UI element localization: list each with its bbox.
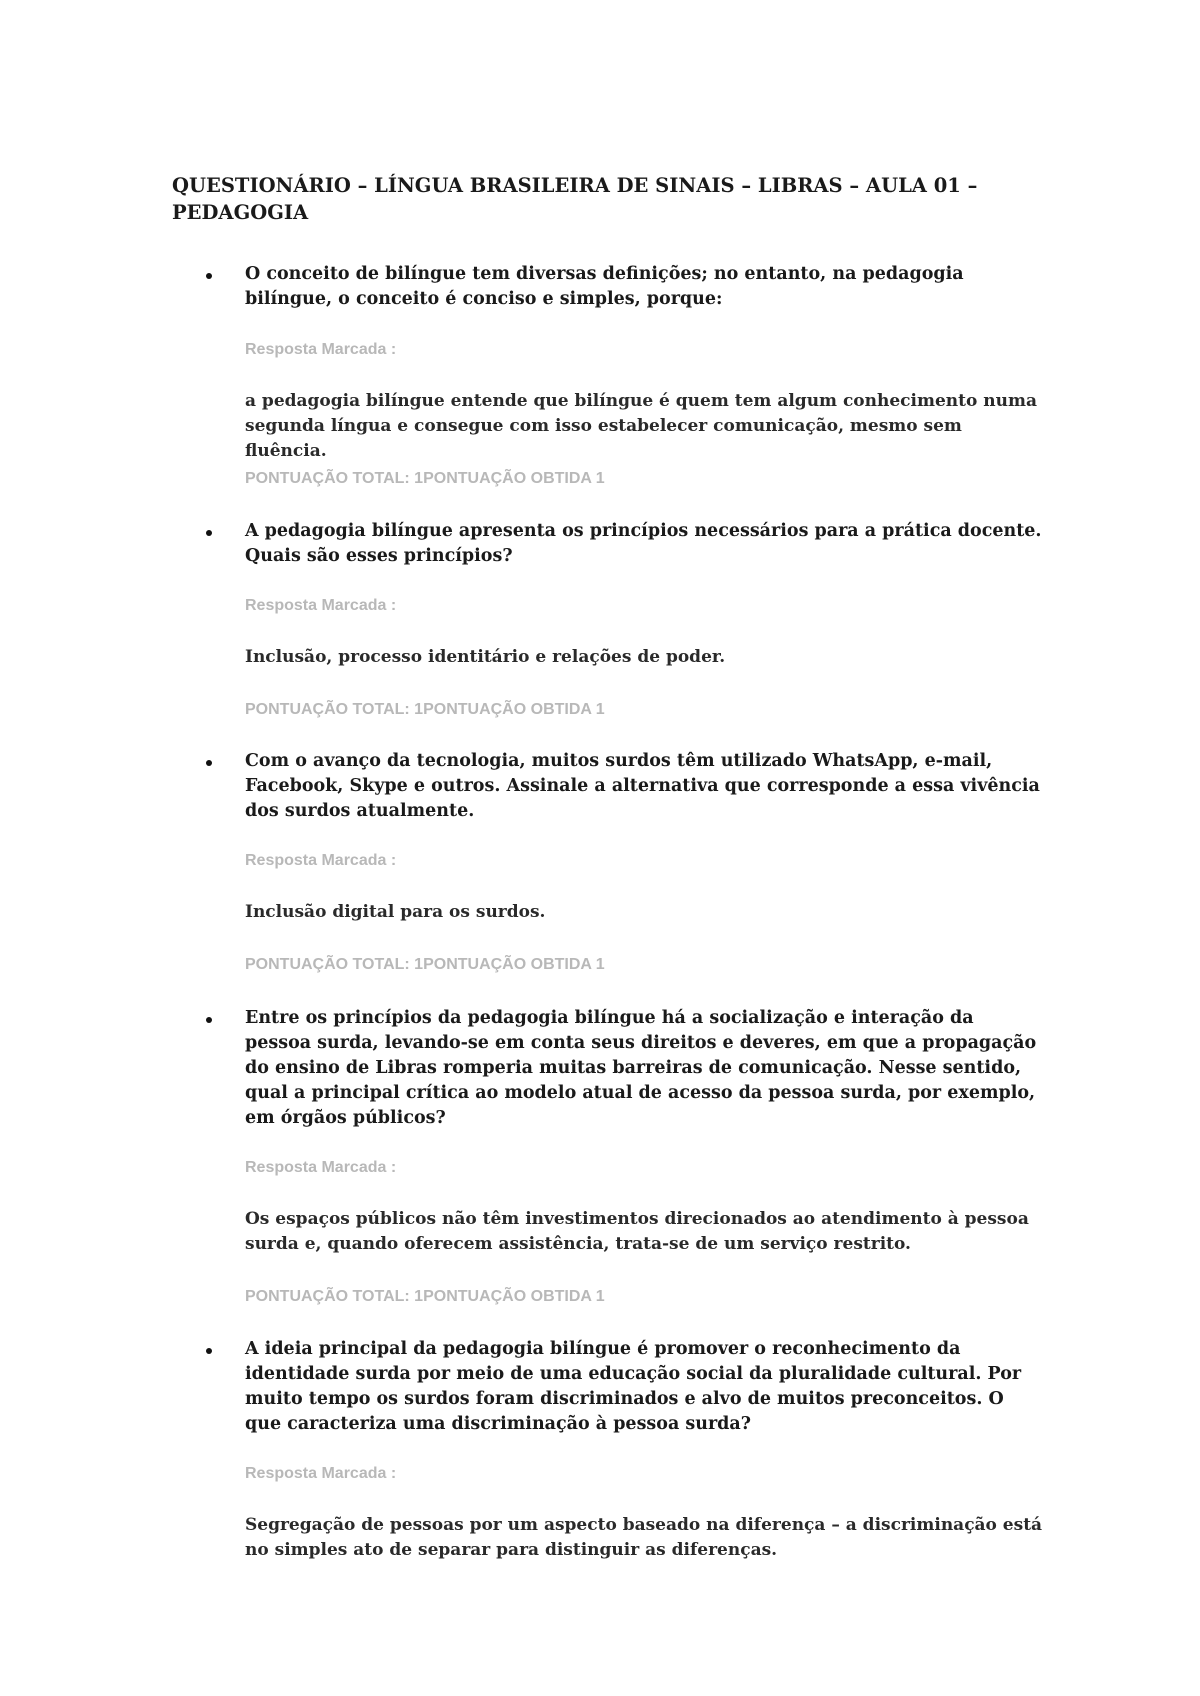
document-title: QUESTIONÁRIO – LÍNGUA BRASILEIRA DE SINAIS – LIBRAS – AULA 01 – PEDAGOGIA <box>172 174 978 224</box>
question-text: Com o avanço da tecnologia, muitos surdos têm utilizado WhatsApp, e-mail, Facebook, Skype e outros. Assinale a alternativa que corresponde a essa vivência dos surdos atualmente. <box>245 751 1040 821</box>
question-text: Entre os princípios da pedagogia bilíngue há a socialização e interação da pessoa surda, levando-se em conta seus direitos e deveres, em que a propagação do ensino de Libras romperia muitas barreiras de comunicação. Nesse sentido, qual a principal crítica ao modelo atual de acesso da pessoa surda, por exemplo, em órgãos públicos? <box>245 1008 1037 1128</box>
answer-label: Resposta Marcada : <box>245 1465 397 1482</box>
answer-label: Resposta Marcada : <box>245 1159 397 1176</box>
score-text: PONTUAÇÃO TOTAL: 1PONTUAÇÃO OBTIDA 1 <box>245 1288 605 1305</box>
answer-label: Resposta Marcada : <box>245 341 397 358</box>
answer-text: Segregação de pessoas por um aspecto baseado na diferença – a discriminação está no simples ato de separar para distinguir as diferenças. <box>245 1515 1043 1560</box>
score-text: PONTUAÇÃO TOTAL: 1PONTUAÇÃO OBTIDA 1 <box>245 470 605 487</box>
answer-text: Inclusão digital para os surdos. <box>245 902 546 922</box>
question-text: A pedagogia bilíngue apresenta os princípios necessários para a prática docente. Quais são esses princípios? <box>245 521 1042 566</box>
score-text: PONTUAÇÃO TOTAL: 1PONTUAÇÃO OBTIDA 1 <box>245 956 605 973</box>
bullet-icon <box>206 760 212 766</box>
bullet-icon <box>206 1017 212 1023</box>
answer-label: Resposta Marcada : <box>245 597 397 614</box>
bullet-icon <box>206 1348 212 1354</box>
answer-text: Inclusão, processo identitário e relações de poder. <box>245 647 726 667</box>
answer-label: Resposta Marcada : <box>245 852 397 869</box>
score-text: PONTUAÇÃO TOTAL: 1PONTUAÇÃO OBTIDA 1 <box>245 701 605 718</box>
bullet-icon <box>206 273 212 279</box>
question-text: O conceito de bilíngue tem diversas definições; no entanto, na pedagogia bilíngue, o conceito é conciso e simples, porque: <box>245 264 964 309</box>
bullet-icon <box>206 530 212 536</box>
answer-text: a pedagogia bilíngue entende que bilíngue é quem tem algum conhecimento numa segunda língua e consegue com isso estabelecer comunicação, mesmo sem fluência. <box>245 391 1037 461</box>
question-text: A ideia principal da pedagogia bilíngue é promover o reconhecimento da identidade surda por meio de uma educação social da pluralidade cultural. Por muito tempo os surdos foram discriminados e alvo de muitos preconceitos. O que caracteriza uma discriminação à pessoa surda? <box>245 1339 1022 1434</box>
answer-text: Os espaços públicos não têm investimentos direcionados ao atendimento à pessoa surda e, quando oferecem assistência, trata-se de um serviço restrito. <box>245 1209 1029 1254</box>
